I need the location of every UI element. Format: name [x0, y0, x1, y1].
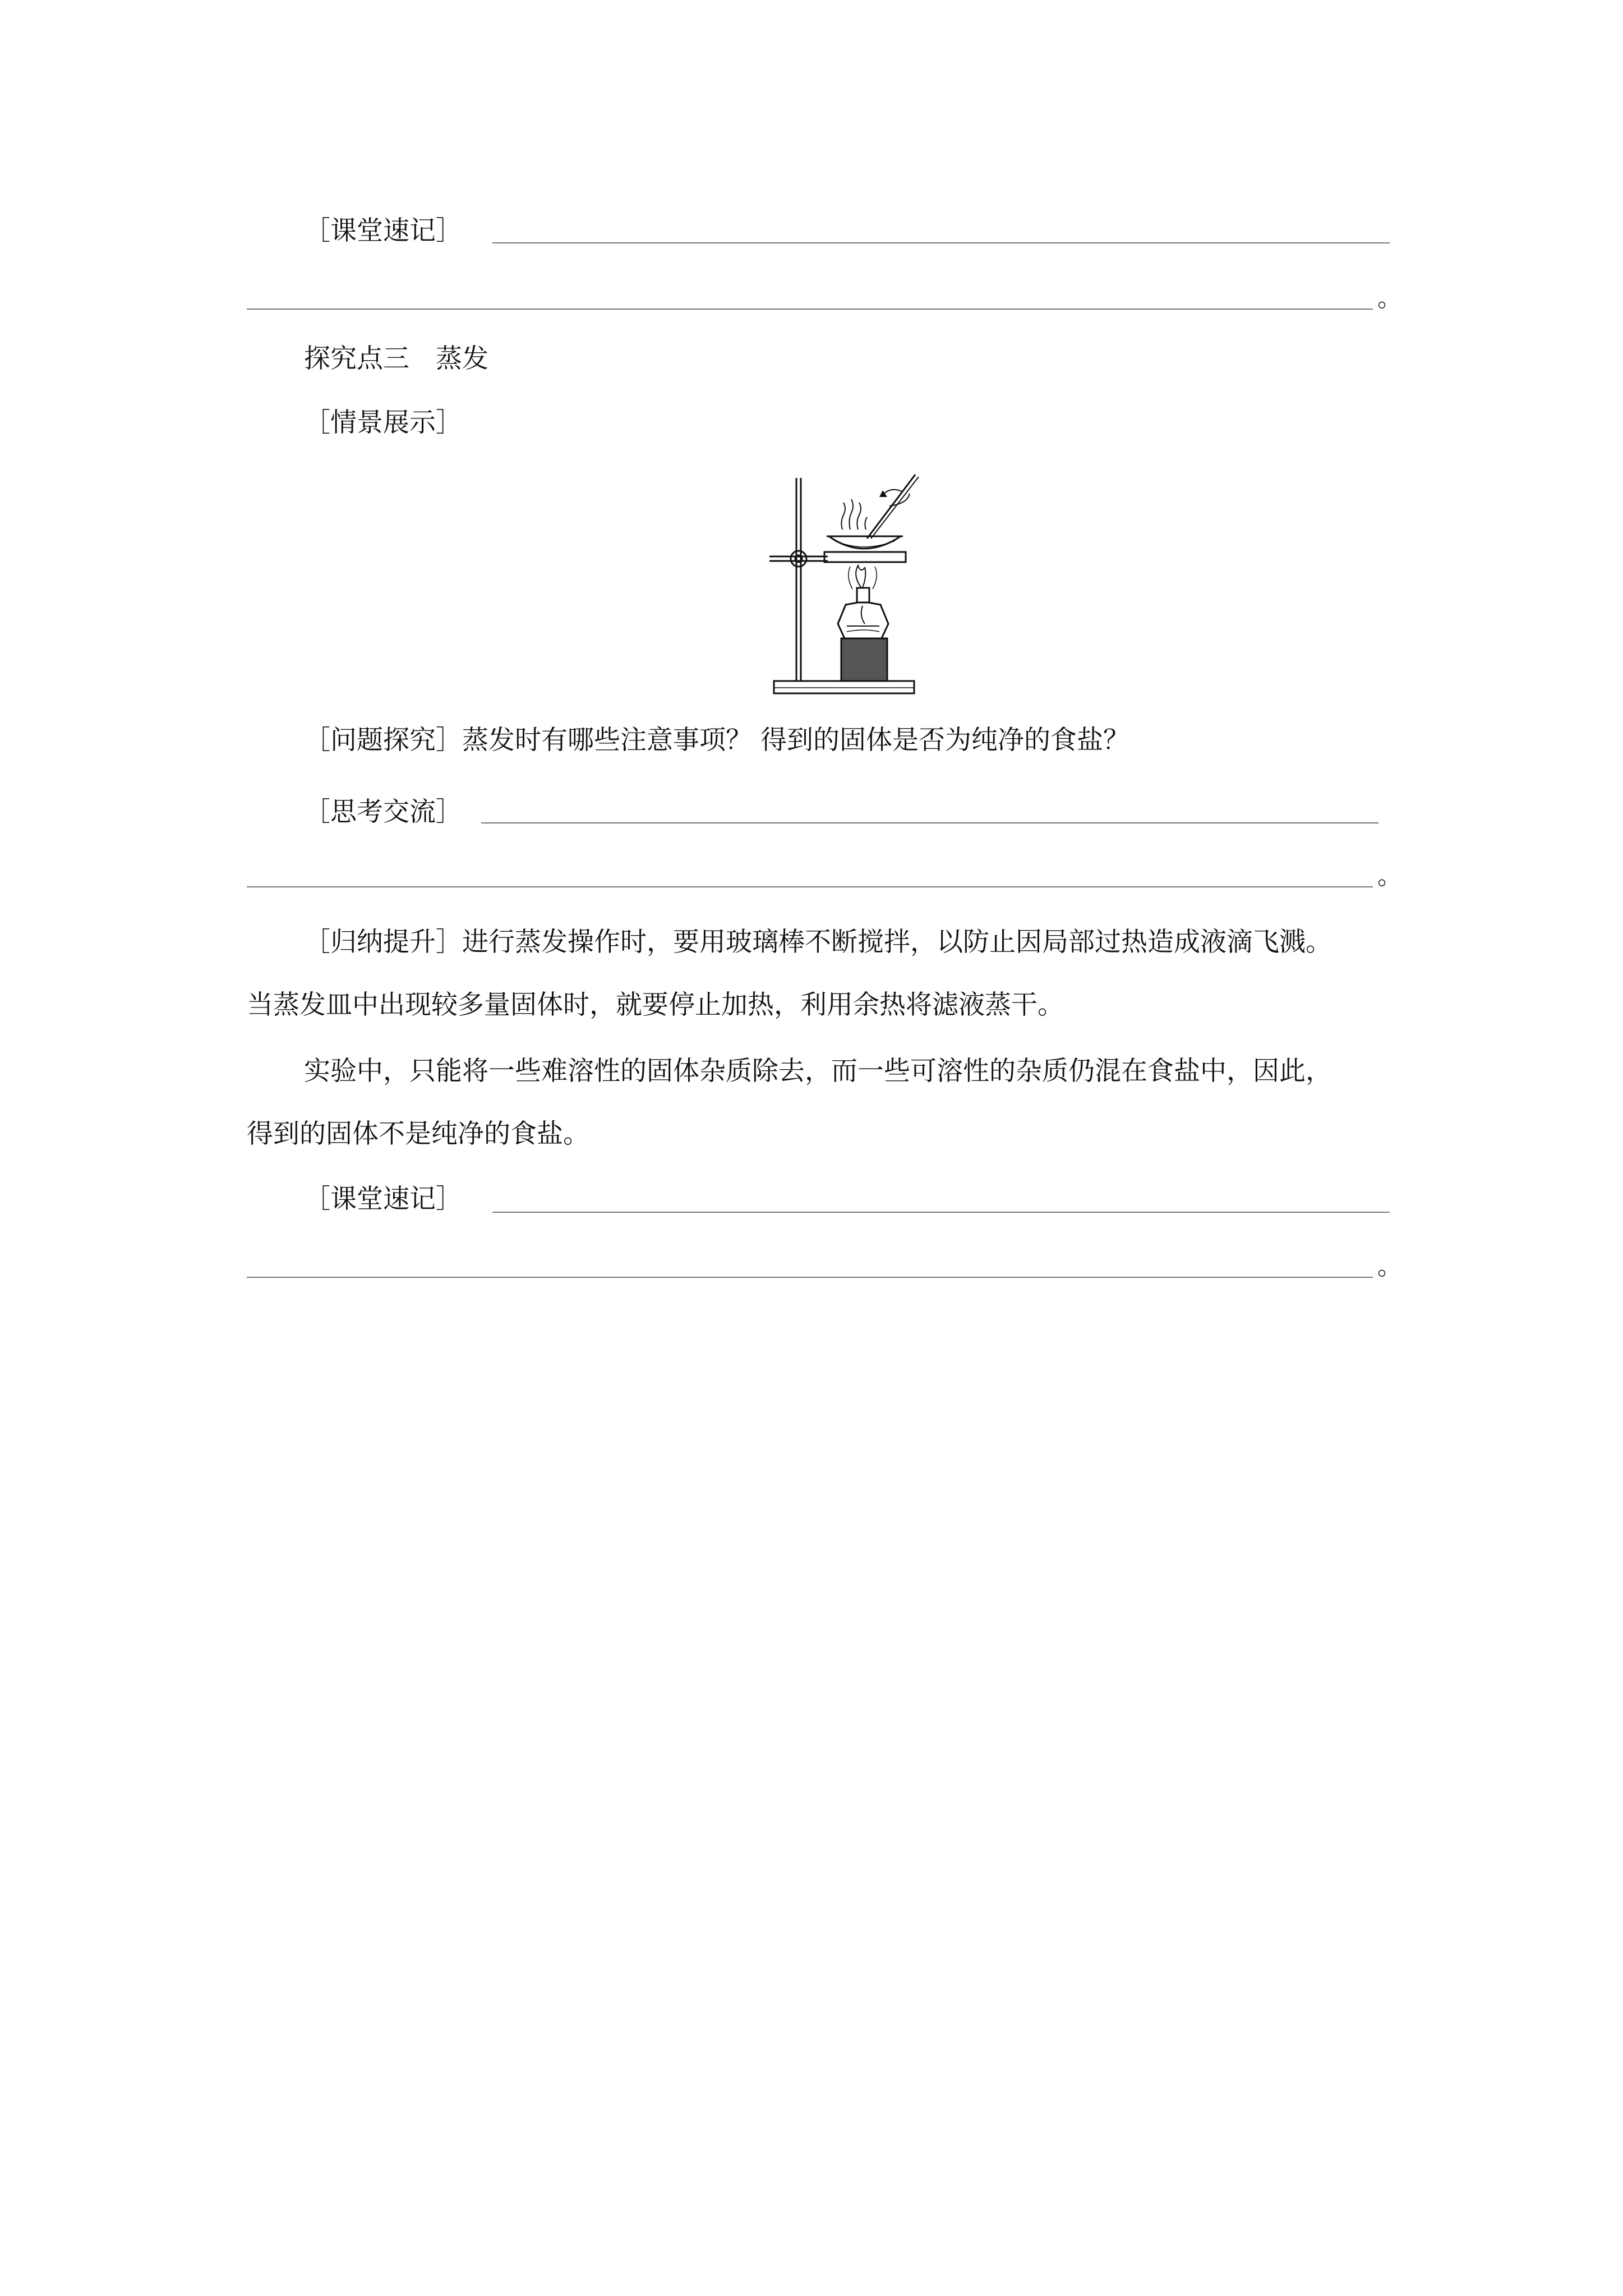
- clamp-boss-icon: [791, 551, 806, 567]
- vapor-icon: [841, 503, 845, 530]
- discussion-blank-line-b: [247, 886, 1373, 887]
- section-title: 探究点三 蒸发: [304, 343, 488, 374]
- support-block-icon: [841, 638, 887, 681]
- stir-arrow-icon: [884, 490, 902, 494]
- discussion-blank-line-a: [481, 822, 1378, 823]
- notes-label-1: ［课堂速记］: [304, 215, 462, 246]
- evaporation-apparatus-figure: [768, 471, 920, 701]
- glass-rod-icon: [867, 475, 915, 539]
- discussion-end-period: 。: [1377, 862, 1402, 890]
- notes-label-2: ［课堂速记］: [304, 1184, 462, 1214]
- summary-para2-line-2: 得到的固体不是纯净的食盐。: [247, 1119, 589, 1149]
- notes-blank-line-2b: [247, 1277, 1373, 1278]
- summary-text-1: 进行蒸发操作时，要用玻璃棒不断搅拌，以防止因局部过热造成液滴飞溅。: [462, 927, 1332, 958]
- summary-para2-line-1: 实验中，只能将一些难溶性的固体杂质除去，而一些可溶性的杂质仍混在食盐中，因此，: [304, 1056, 1332, 1087]
- question-line: [304, 724, 1129, 757]
- flame-icon: [856, 565, 865, 588]
- notes-blank-line-2a: [492, 1212, 1390, 1213]
- question-text: 蒸发时有哪些注意事项？ 得到的固体是否为纯净的食盐？: [462, 725, 1129, 756]
- summary-line-2: 当蒸发皿中出现较多量固体时，就要停止加热，利用余热将滤液蒸干。: [247, 990, 1064, 1020]
- summary-line-1: [304, 926, 1332, 959]
- scenario-label: ［情景展示］: [304, 407, 462, 438]
- discussion-label: ［思考交流］: [304, 797, 462, 827]
- alcohol-lamp-icon: [857, 588, 869, 602]
- notes-end-period-1: 。: [1377, 284, 1402, 312]
- summary-label: ［归纳提升］: [304, 927, 462, 958]
- notes-blank-line-1a: [492, 242, 1390, 243]
- notes-end-period-2: 。: [1377, 1252, 1402, 1281]
- question-label: ［问题探究］: [304, 725, 462, 756]
- stand-base-icon: [774, 681, 914, 693]
- iron-ring-icon: [824, 552, 906, 562]
- notes-blank-line-1b: [247, 309, 1373, 310]
